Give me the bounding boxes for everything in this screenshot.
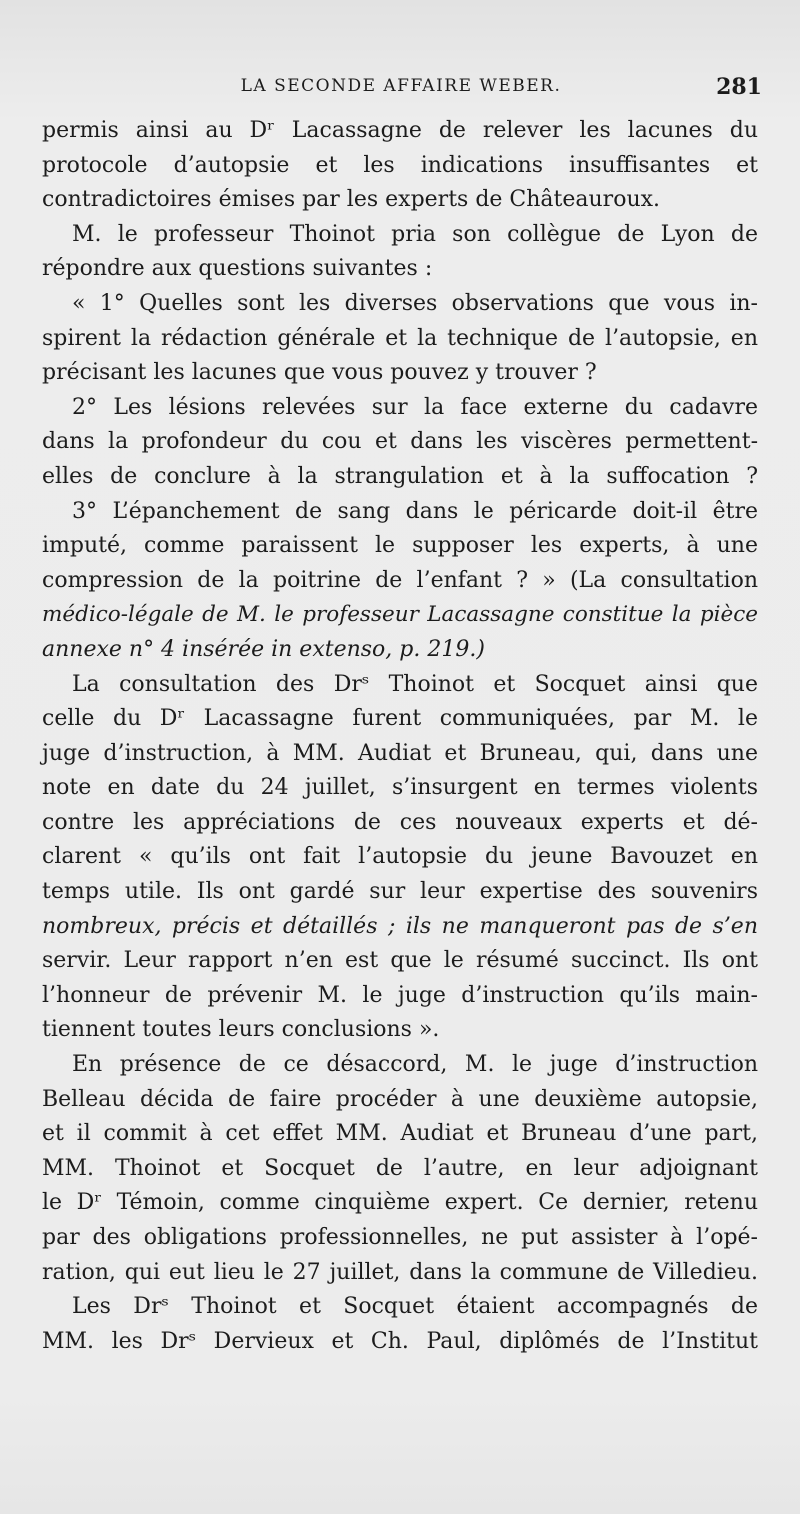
text-line: l’honneur de prévenir M. le juge d’instruction qu’ils main- [42, 982, 758, 1008]
text-line: dans la profondeur du cou et dans les viscères permettent- [42, 429, 758, 455]
text-line: ration, qui eut lieu le 27 juillet, dans la commune de Villedieu. [42, 1259, 758, 1285]
text-line: La consultation des Drˢ Thoinot et Socquet ainsi que [72, 671, 758, 697]
text-line: protocole d’autopsie et les indications insuffisantes et [42, 152, 758, 178]
text-line: M. le professeur Thoinot pria son collègue de Lyon de [72, 221, 758, 247]
text-line: médico-légale de M. le professeur Lacassagne constitue la pièce [42, 602, 758, 628]
page-number: 281 [716, 74, 762, 100]
text-line: et il commit à cet effet MM. Audiat et Bruneau d’une part, [42, 1121, 758, 1147]
text-line: celle du Dʳ Lacassagne furent communiquées, par M. le [42, 706, 758, 732]
body-text [42, 114, 758, 1359]
text-line: clarent « qu’ils ont fait l’autopsie du jeune Bavouzet en [42, 844, 758, 870]
text-line: par des obligations professionnelles, ne put assister à l’opé- [42, 1225, 758, 1250]
text-line: En présence de ce désaccord, M. le juge d’instruction [72, 1052, 758, 1078]
text-line: temps utile. Ils ont gardé sur leur expertise des souvenirs [42, 879, 758, 905]
text-line: précisant les lacunes que vous pouvez y trouver ? [42, 360, 597, 386]
text-line: 3° L’épanchement de sang dans le péricarde doit-il être [72, 498, 758, 524]
text-line: le Dʳ Témoin, comme cinquième expert. Ce dernier, retenu [42, 1190, 758, 1216]
page-header [40, 74, 762, 110]
text-line: servir. Leur rapport n’en est que le résumé succinct. Ils ont [42, 948, 758, 974]
text-line: juge d’instruction, à MM. Audiat et Bruneau, qui, dans une [42, 740, 758, 766]
text-line: MM. Thoinot et Socquet de l’autre, en leur adjoignant [42, 1155, 758, 1181]
text-line: imputé, comme paraissent le supposer les experts, à une [42, 533, 758, 559]
text-line: note en date du 24 juillet, s’insurgent en termes violents [42, 775, 758, 801]
text-line: Les Drˢ Thoinot et Socquet étaient accompagnés de [72, 1294, 758, 1320]
text-line: contradictoires émises par les experts de Châteauroux. [42, 187, 661, 213]
text-line: 2° Les lésions relevées sur la face externe du cadavre [72, 394, 758, 420]
text-line: nombreux, précis et détaillés ; ils ne manqueront pas de s’en [42, 913, 758, 939]
text-line: contre les appréciations de ces nouveaux experts et dé- [42, 809, 758, 835]
text-line: compression de la poitrine de l’enfant ? » (La consultation [42, 567, 758, 593]
running-title: LA SECONDE AFFAIRE WEBER. [240, 76, 562, 96]
text-line: tiennent toutes leurs conclusions ». [42, 1017, 440, 1043]
text-line: permis ainsi au Dʳ Lacassagne de relever les lacunes du [42, 118, 758, 143]
text-line: répondre aux questions suivantes : [42, 256, 433, 282]
text-line: MM. les Drˢ Dervieux et Ch. Paul, diplômés de l’Institut [42, 1328, 758, 1354]
text-line: annexe n° 4 insérée in extenso, p. 219.) [42, 636, 485, 662]
text-line: spirent la rédaction générale et la technique de l’autopsie, en [42, 325, 758, 351]
text-line: « 1° Quelles sont les diverses observations que vous in- [72, 290, 758, 316]
text-line: Belleau décida de faire procéder à une deuxième autopsie, [42, 1086, 758, 1112]
text-line: elles de conclure à la strangulation et à la suffocation ? [42, 463, 758, 489]
